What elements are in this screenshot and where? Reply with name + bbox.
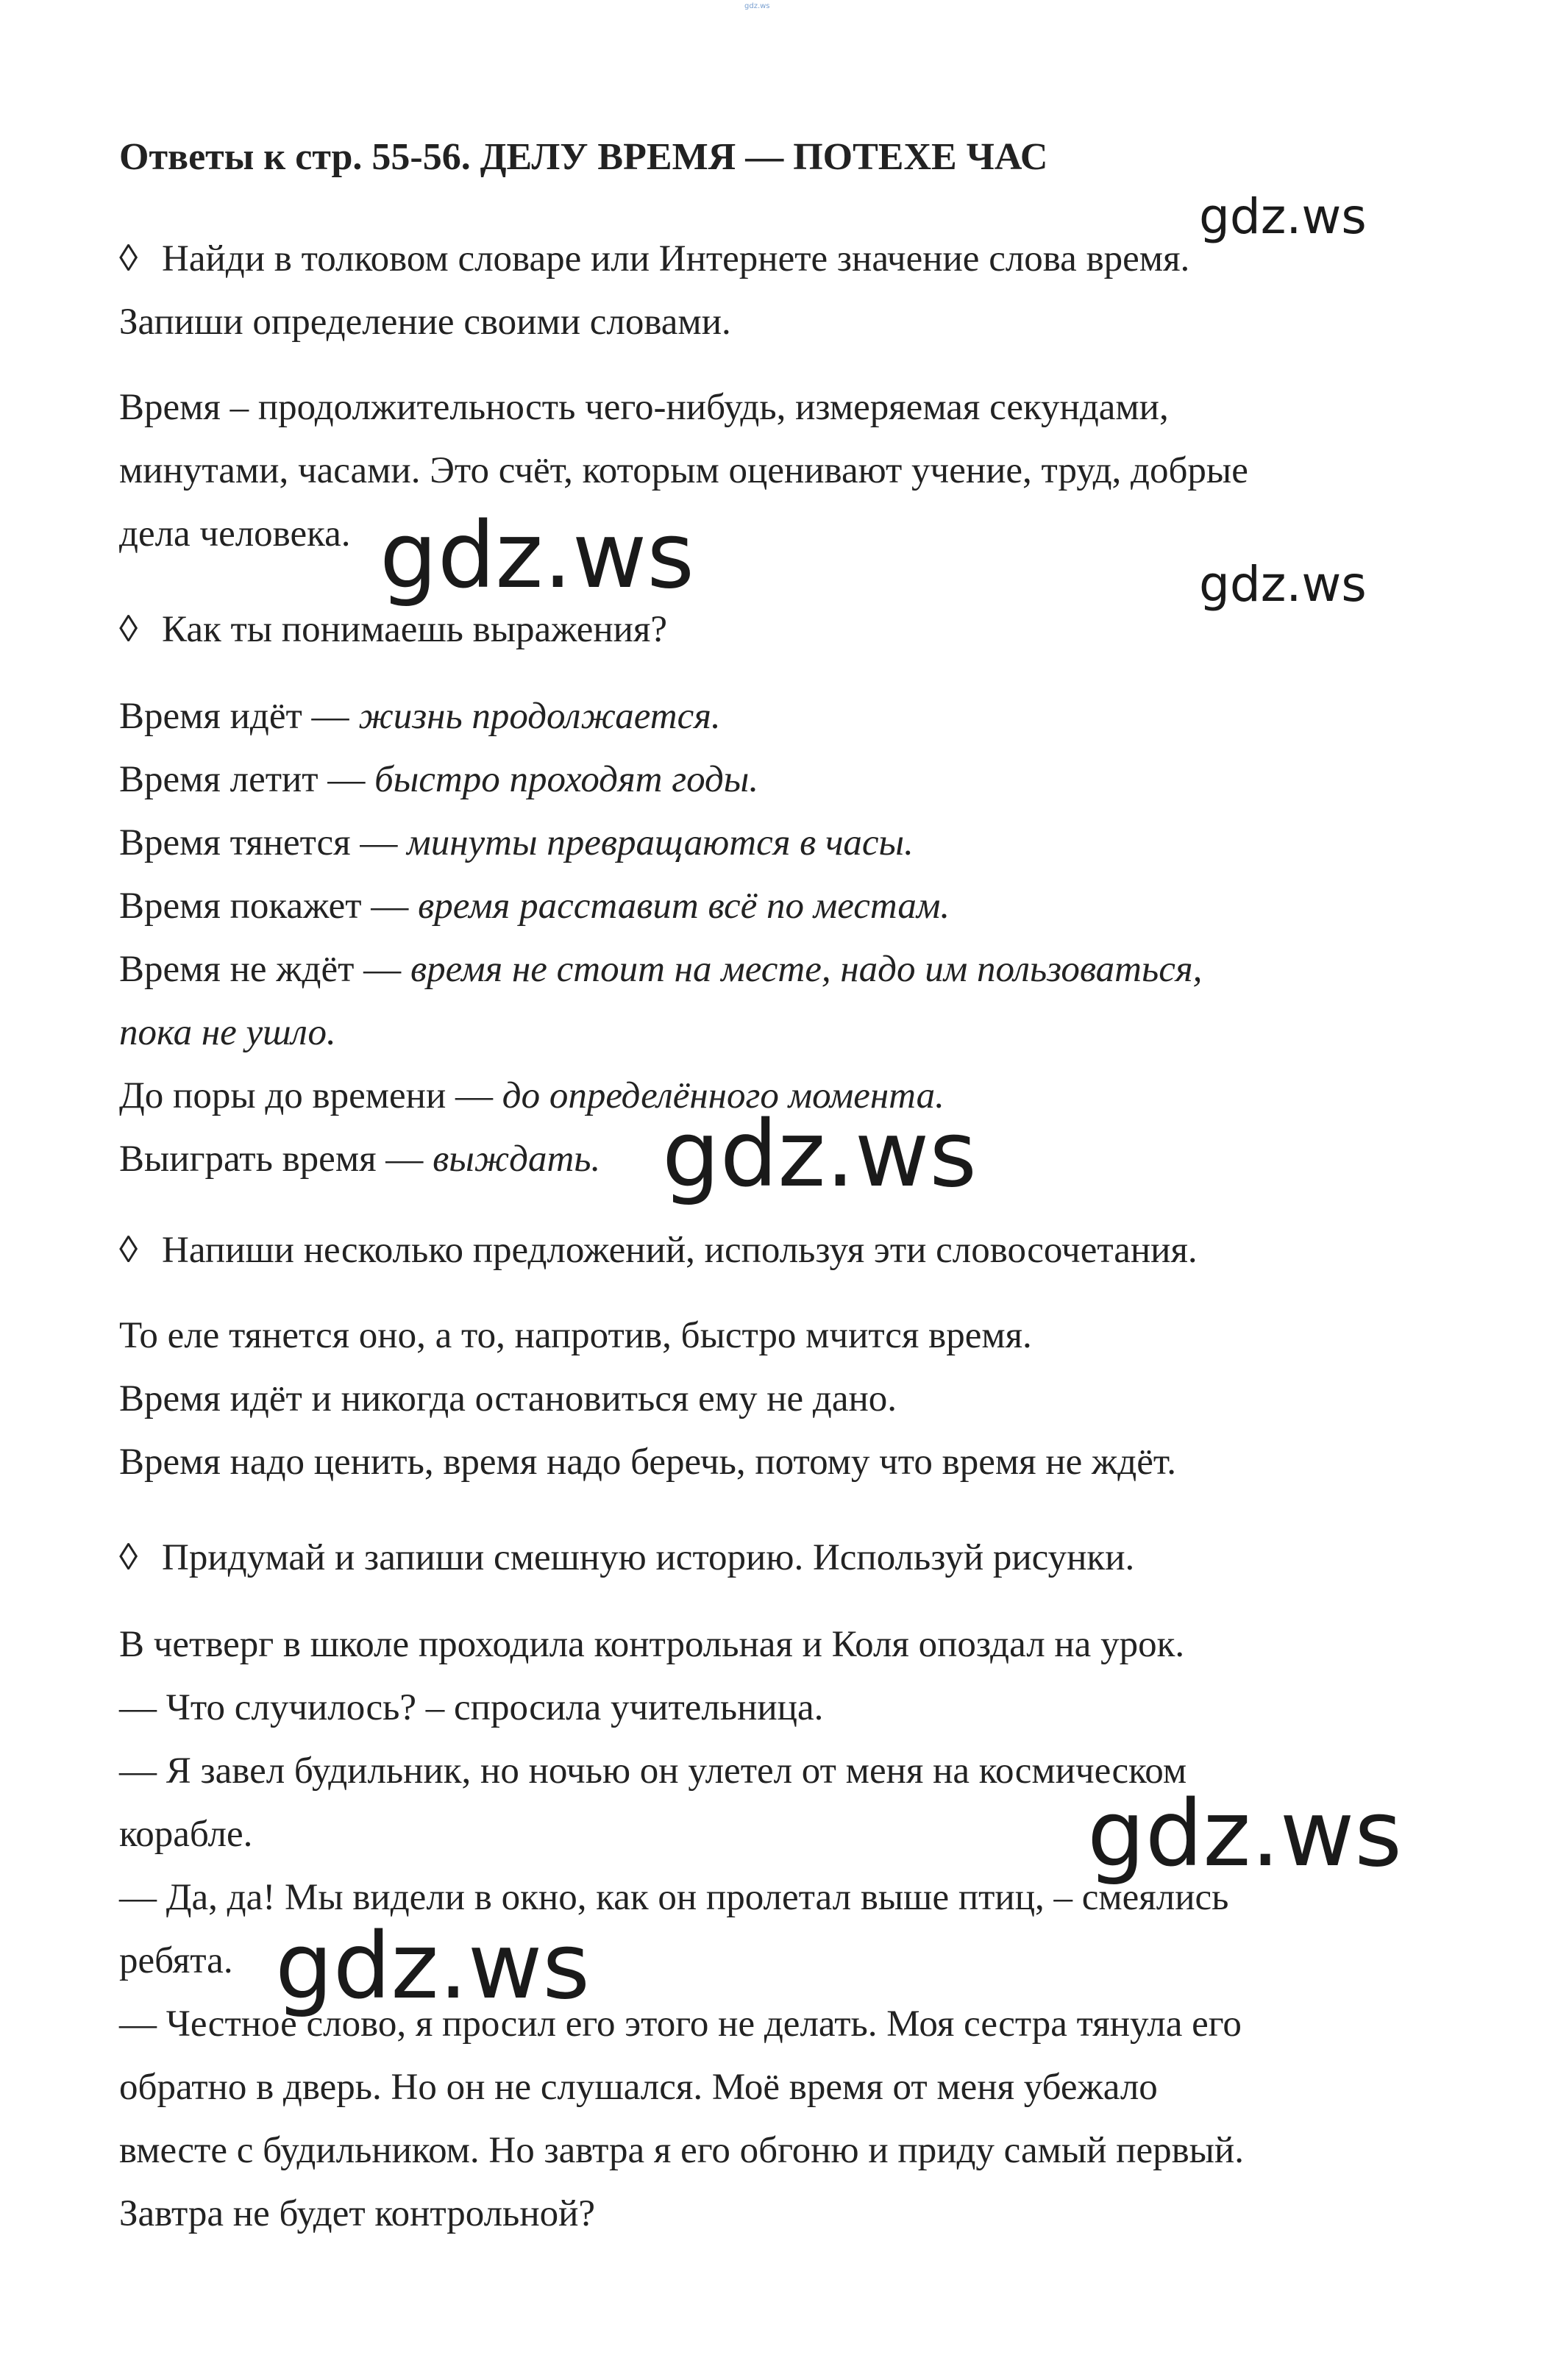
task-2-text: Как ты понимаешь выражения? [162,609,668,650]
answer-3-line: Время надо ценить, время надо беречь, потому что время не ждёт. [119,1442,1177,1483]
watermark-logo: gdz.ws [380,503,694,609]
expression-row [119,694,721,738]
expression-term: Время идёт — [119,696,359,737]
story-line: корабле. [119,1814,253,1855]
expression-row [119,947,1202,991]
task-1-line-2: Запиши определение своими словами. [119,302,731,343]
story-line: вместе с будильником. Но завтра я его обгоню и приду самый первый. [119,2130,1244,2171]
answer-1-line: дела человека. [119,513,351,555]
answer-3-line: Время идёт и никогда остановиться ему не дано. [119,1378,897,1419]
expression-row [119,821,914,865]
story-line: Завтра не будет контрольной? [119,2193,596,2234]
page-title: Ответы к стр. 55-56. ДЕЛУ ВРЕМЯ — ПОТЕХЕ ЧАС [119,136,1048,178]
answer-1-line: Время – продолжительность чего-нибудь, измеряемая секундами, [119,387,1169,428]
task-3-line [119,1228,1198,1272]
expression-meaning: пока не ушло. [119,1012,336,1053]
diamond-bullet-icon: ◊ [119,1537,138,1578]
story-line: ребята. [119,1940,233,1981]
answer-1-line: минутами, часами. Это счёт, которым оценивают учение, труд, добрые [119,450,1248,491]
expression-row [119,1011,336,1055]
expression-row [119,758,758,802]
story-line: В четверг в школе проходила контрольная и Коля опоздал на урок. [119,1624,1185,1665]
diamond-bullet-icon: ◊ [119,609,138,650]
watermark-tiny: gdz.ws [744,2,770,10]
expression-term: Выиграть время — [119,1139,433,1180]
expression-meaning: время не стоит на месте, надо им пользоваться, [410,949,1203,990]
task-4-text: Придумай и запиши смешную историю. Используй рисунки. [162,1537,1135,1578]
expression-meaning: быстро проходят годы. [374,759,759,800]
diamond-bullet-icon: ◊ [119,1230,138,1271]
story-line: обратно в дверь. Но он не слушался. Моё время от меня убежало [119,2067,1158,2108]
story-line: — Да, да! Мы видели в окно, как он пролетал выше птиц, – смеялись [119,1877,1229,1918]
expression-meaning: до определённого момента. [502,1075,944,1116]
watermark-logo: gdz.ws [662,1102,977,1208]
diamond-bullet-icon: ◊ [119,238,138,279]
task-1-line-1 [119,237,1189,281]
expression-term: Время не ждёт — [119,949,410,990]
story-line: — Я завел будильник, но ночью он улетел от меня на космическом [119,1750,1187,1792]
answer-3-line: То еле тянется оно, а то, напротив, быстро мчится время. [119,1315,1032,1356]
expression-meaning: минуты превращаются в часы. [407,822,914,863]
story-line: — Честное слово, я просил его этого не делать. Моя сестра тянула его [119,2003,1242,2045]
expression-term: Время покажет — [119,886,419,927]
task-3-text: Напиши несколько предложений, используя эти словосочетания. [162,1230,1198,1271]
expression-meaning: выждать. [433,1139,601,1180]
watermark-logo: gdz.ws [1199,188,1367,245]
task-4-line [119,1536,1134,1580]
watermark-logo: gdz.ws [1199,556,1367,613]
expression-term: Время тянется — [119,822,408,863]
watermark-logo: gdz.ws [1087,1781,1402,1887]
expression-term: До поры до времени — [119,1075,502,1116]
story-line: — Что случилось? – спросила учительница. [119,1687,824,1728]
expression-row [119,884,950,928]
task-2-line [119,608,667,652]
watermark-logo: gdz.ws [275,1914,590,2020]
task-1-text: Найди в толковом словаре или Интернете значение слова время. [162,238,1190,279]
expression-row [119,1137,600,1181]
expression-meaning: время расставит всё по местам. [418,886,950,927]
expression-term: Время летит — [119,759,375,800]
expression-meaning: жизнь продолжается. [358,696,721,737]
